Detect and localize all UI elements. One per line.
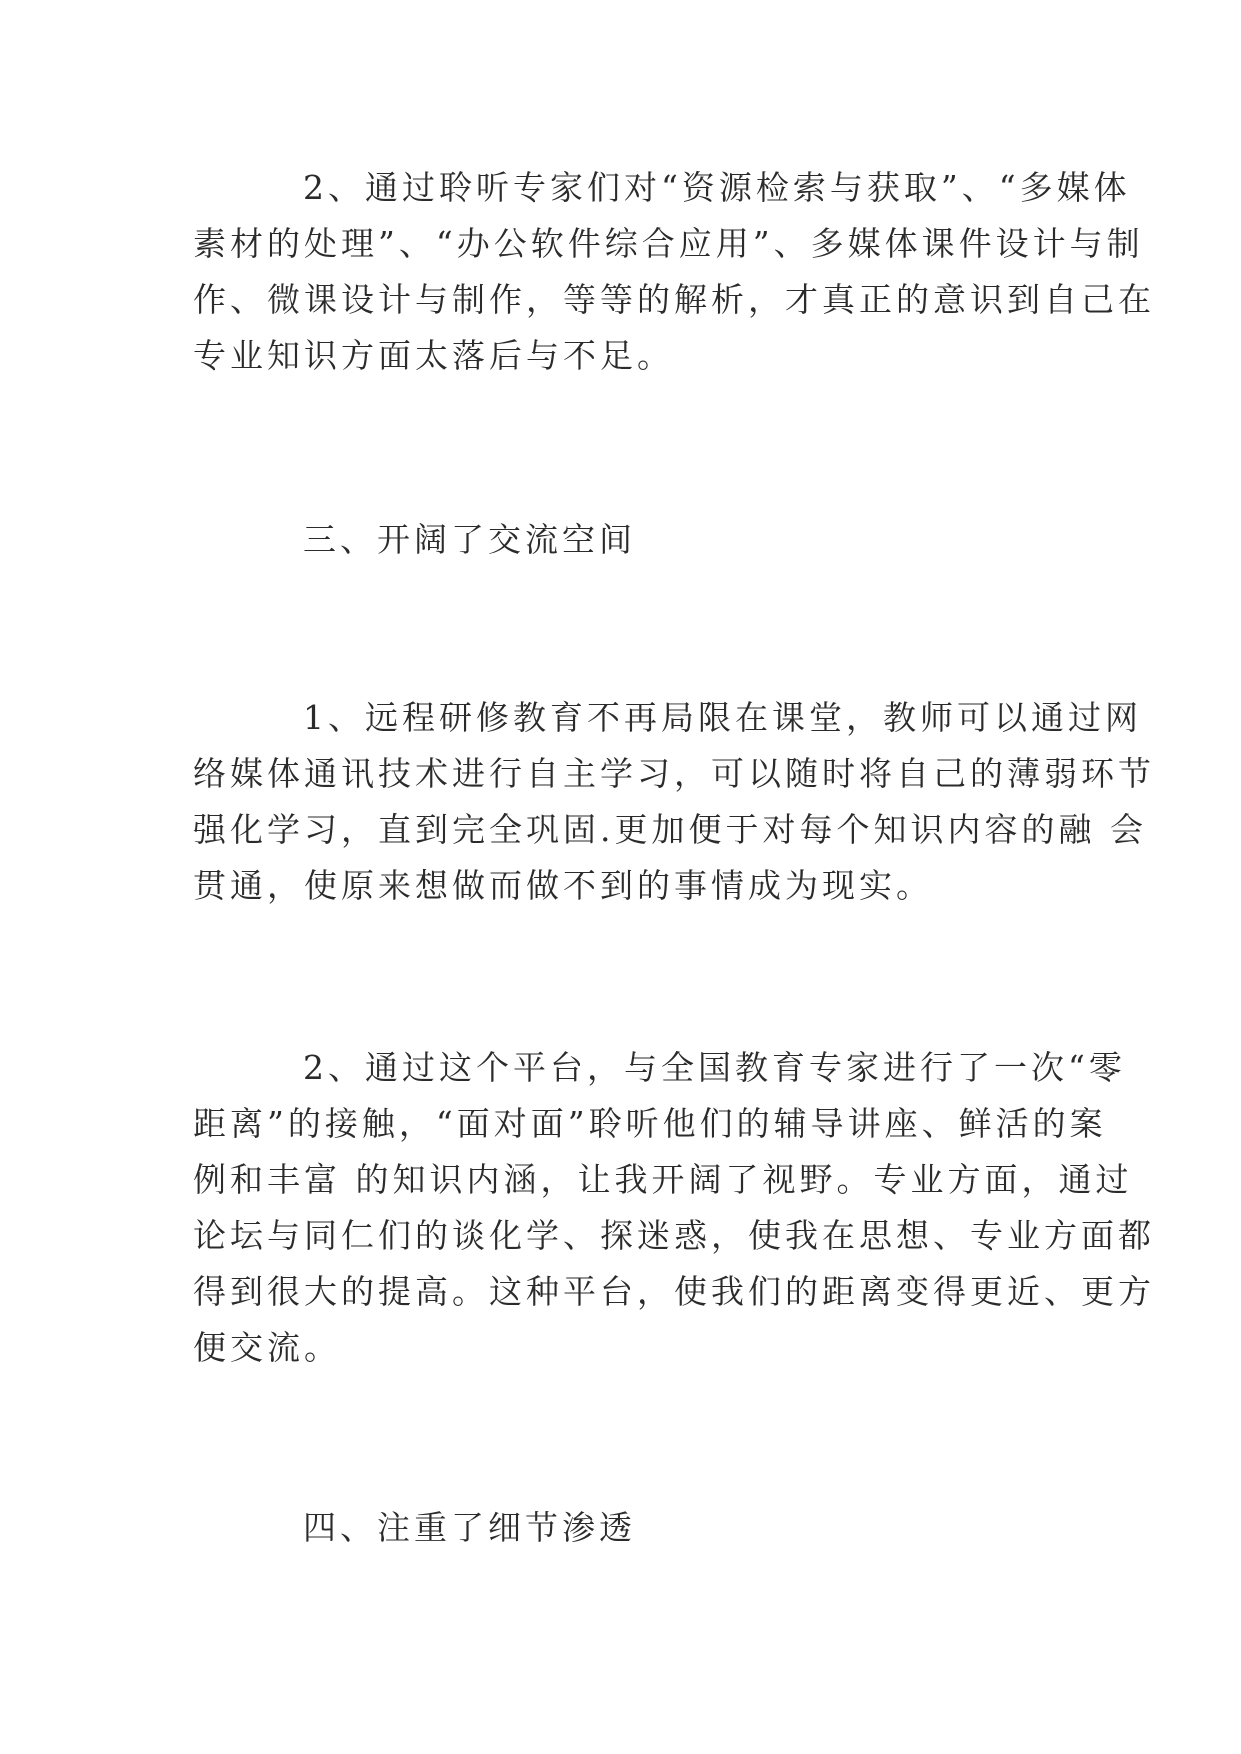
section-heading-exchange-space (193, 512, 1073, 568)
paragraph-line: 论坛与同仁们的谈化学、探迷惑，使我在思想、专业方面都 (193, 1216, 1155, 1255)
paragraph-platform-exchange (193, 1040, 1155, 1376)
section-heading: 四、注重了细节渗透 (303, 1508, 636, 1547)
paragraph-line: 2、通过聆听专家们对“资源检索与获取”、“多媒体 (303, 168, 1131, 207)
paragraph-line: 例和丰富 的知识内涵，让我开阔了视野。专业方面，通过 (193, 1160, 1133, 1199)
section-heading: 三、开阔了交流空间 (303, 520, 636, 559)
section-heading-detail-penetration (193, 1500, 1073, 1556)
paragraph-line: 1、远程研修教育不再局限在课堂，教师可以通过网 (303, 698, 1142, 737)
paragraph-line: 素材的处理”、“办公软件综合应用”、多媒体课件设计与制 (193, 224, 1144, 263)
paragraph-line: 距离”的接触，“面对面”聆听他们的辅导讲座、鲜活的案 (193, 1104, 1107, 1143)
paragraph-line: 贯通，使原来想做而做不到的事情成为现实。 (193, 866, 933, 905)
paragraph-resource-learning (193, 160, 1155, 384)
paragraph-line: 得到很大的提高。这种平台，使我们的距离变得更近、更方 (193, 1272, 1155, 1311)
paragraph-line: 作、微课设计与制作，等等的解析，才真正的意识到自己在 (193, 280, 1155, 319)
paragraph-line: 2、通过这个平台，与全国教育专家进行了一次“零 (303, 1048, 1126, 1087)
paragraph-line: 专业知识方面太落后与不足。 (193, 336, 674, 375)
paragraph-line: 便交流。 (193, 1328, 341, 1367)
paragraph-line: 络媒体通讯技术进行自主学习，可以随时将自己的薄弱环节 (193, 754, 1155, 793)
paragraph-line: 强化学习，直到完全巩固.更加便于对每个知识内容的融 会 (193, 810, 1147, 849)
paragraph-remote-learning (193, 690, 1155, 914)
